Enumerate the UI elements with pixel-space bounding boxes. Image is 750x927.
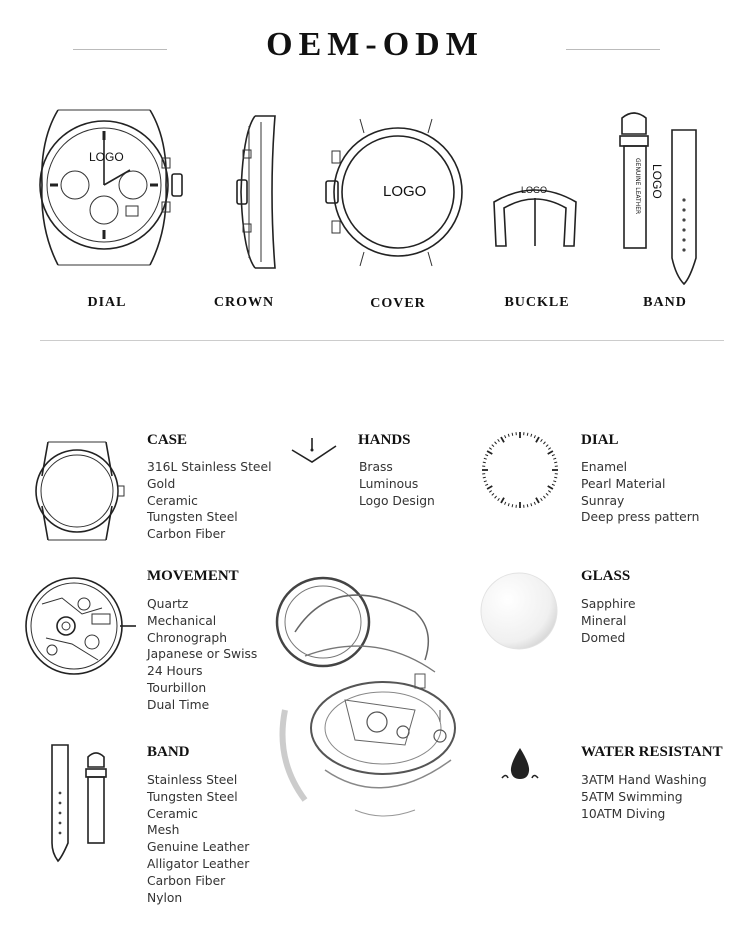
dial-tick <box>536 498 539 503</box>
movement-item: Quartz <box>147 597 189 611</box>
dial-tick <box>548 451 553 454</box>
band-item: Genuine Leather <box>147 840 250 855</box>
movement-item: 24 Hours <box>147 664 203 679</box>
band-item: Nylon <box>147 890 183 905</box>
movement-item: Tourbillon <box>147 680 207 695</box>
exploded-watch-sketch <box>265 560 480 825</box>
title-rule-right <box>566 49 660 50</box>
glass-item: Mineral <box>581 613 627 628</box>
dial-tick <box>505 435 506 438</box>
dial-item: Pearl Material <box>581 476 666 491</box>
dial-tick <box>487 451 492 454</box>
dial-list <box>581 459 699 526</box>
dial-tick <box>483 462 486 463</box>
dial-tick <box>501 437 504 442</box>
dial-tick <box>498 498 500 500</box>
dial-tick <box>492 445 494 447</box>
band-item: Mesh <box>147 823 180 838</box>
dial-tick <box>485 484 488 485</box>
dial-heading: DIAL <box>581 432 619 448</box>
dial-item: Deep press pattern <box>581 510 700 525</box>
dial-tick <box>548 448 550 450</box>
case-icon <box>34 436 129 546</box>
movement-item: Dual Time <box>147 697 210 712</box>
crown-side-icon <box>225 112 285 272</box>
page-title: OEM-ODM <box>266 26 484 63</box>
dial-tick <box>512 504 513 507</box>
movement-item: Japanese or Swiss <box>147 647 258 662</box>
dial-tick <box>501 498 504 503</box>
dial-tick <box>492 493 494 495</box>
glass-list <box>581 596 636 646</box>
cover-logo-text: LOGO <box>383 183 427 200</box>
glass-item: Domed <box>581 630 626 645</box>
dial-tick <box>495 496 497 498</box>
case-item: 316L Stainless Steel <box>147 460 272 474</box>
band-item: Stainless Steel <box>147 773 238 787</box>
dial-tick <box>487 486 492 489</box>
dial-tick <box>548 486 553 489</box>
dial-tick <box>541 439 543 441</box>
dial-tick <box>534 502 535 505</box>
dial-watch-icon <box>30 100 190 270</box>
dial-tick <box>541 498 543 500</box>
part-label-band: BAND <box>643 295 687 310</box>
dial-tick <box>553 481 556 482</box>
hands-list <box>359 459 435 509</box>
dial-tick <box>527 433 528 436</box>
glass-item: Sapphire <box>581 597 636 611</box>
dial-tick <box>543 496 545 498</box>
dial-tick <box>489 448 491 450</box>
case-item: Tungsten Steel <box>147 510 238 525</box>
water-list <box>581 772 707 822</box>
dial-tick <box>508 434 509 437</box>
hands-item: Brass <box>359 460 393 474</box>
dial-item: Enamel <box>581 460 628 474</box>
dial-tick <box>489 491 491 493</box>
dial-tick <box>531 434 532 437</box>
hands-icon <box>290 436 340 468</box>
dial-tick <box>495 442 497 444</box>
dial-tick <box>508 503 509 506</box>
dial-tick <box>546 493 548 495</box>
band-section-icon <box>48 743 118 863</box>
buckle-logo-text: LOGO <box>521 185 548 195</box>
dial-tick <box>505 502 506 505</box>
dial-tick <box>546 445 548 447</box>
dial-tick <box>527 504 528 507</box>
dial-tick <box>548 491 550 493</box>
dial-tick <box>512 433 513 436</box>
part-label-dial: DIAL <box>87 295 127 310</box>
movement-heading: MOVEMENT <box>147 568 239 584</box>
movement-icon <box>22 574 140 679</box>
hands-item: Logo Design <box>359 493 435 508</box>
dial-tick <box>554 477 557 478</box>
dial-logo-text: LOGO <box>89 150 124 164</box>
water-drop-icon <box>498 746 542 786</box>
water-item: 10ATM Diving <box>581 806 666 821</box>
band-strap-text: GENUINE LEATHER <box>634 158 641 215</box>
case-list <box>147 459 271 543</box>
part-label-buckle: BUCKLE <box>504 295 570 310</box>
dial-tick <box>552 455 555 456</box>
band-list <box>147 772 249 906</box>
dial-tick <box>485 455 488 456</box>
dial-tick <box>553 458 556 459</box>
dial-tick <box>484 481 487 482</box>
water-heading: WATER RESISTANT <box>581 744 723 760</box>
dial-tick <box>483 477 486 478</box>
dial-tick <box>484 458 487 459</box>
band-item: Tungsten Steel <box>147 789 238 804</box>
dial-tick <box>534 435 535 438</box>
case-heading: CASE <box>147 432 188 448</box>
case-item: Gold <box>147 476 176 491</box>
hands-heading: HANDS <box>358 432 411 448</box>
section-divider <box>40 340 724 341</box>
case-item: Carbon Fiber <box>147 527 226 542</box>
band-logo-text: LOGO <box>650 164 664 199</box>
hands-item: Luminous <box>359 476 419 491</box>
glass-heading: GLASS <box>581 568 631 584</box>
band-heading: BAND <box>147 744 190 760</box>
dial-tick <box>536 437 539 442</box>
dial-item: Sunray <box>581 493 625 508</box>
movement-item: Chronograph <box>147 630 228 645</box>
band-item: Ceramic <box>147 806 198 821</box>
water-item: 3ATM Hand Washing <box>581 773 707 787</box>
case-item: Ceramic <box>147 493 198 508</box>
glass-icon <box>478 570 560 652</box>
water-item: 5ATM Swimming <box>581 789 683 804</box>
dial-tick <box>543 442 545 444</box>
dial-tick <box>554 462 557 463</box>
dial-tick <box>531 503 532 506</box>
part-label-cover: COVER <box>370 296 426 311</box>
band-item: Carbon Fiber <box>147 873 226 888</box>
dial-ticks-icon <box>480 430 560 510</box>
dial-tick <box>552 484 555 485</box>
movement-item: Mechanical <box>147 613 217 628</box>
band-item: Alligator Leather <box>147 856 250 871</box>
movement-list <box>147 596 257 714</box>
part-label-crown: CROWN <box>213 295 275 310</box>
dial-tick <box>498 439 500 441</box>
